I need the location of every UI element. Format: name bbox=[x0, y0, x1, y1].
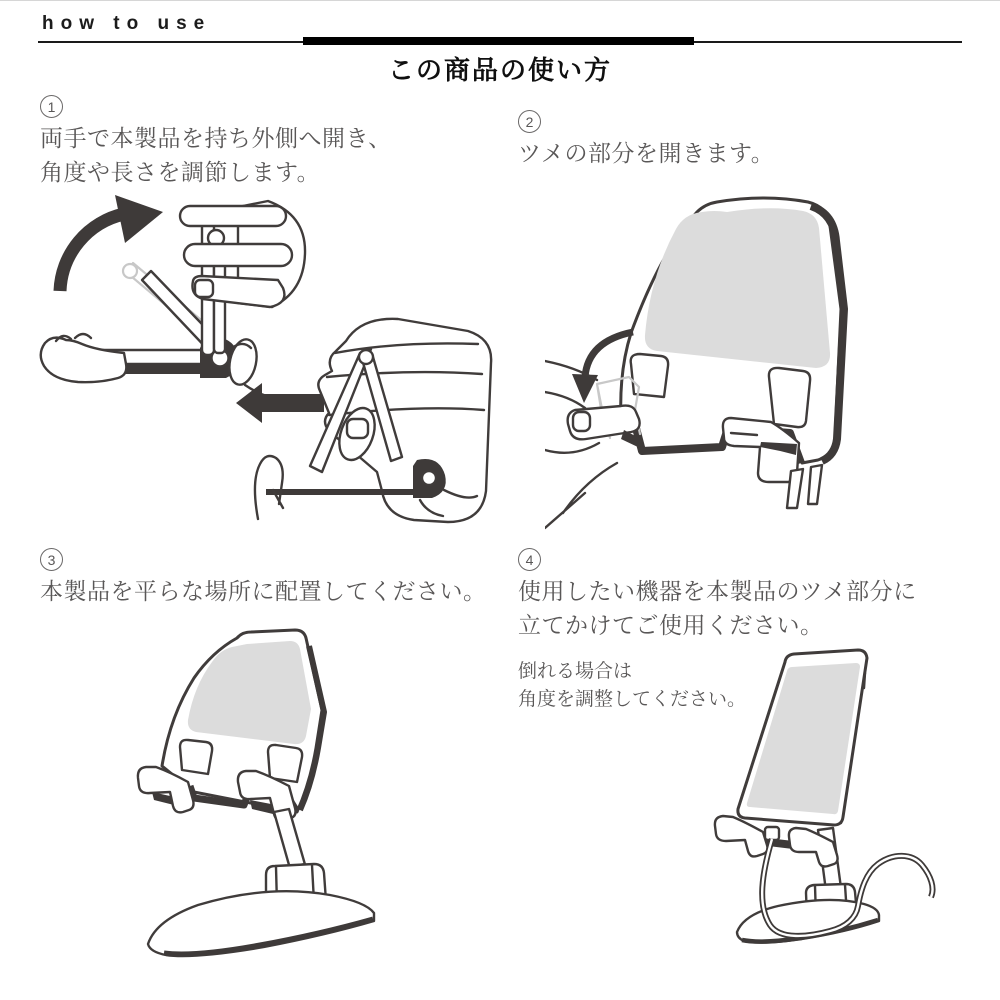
page-title: この商品の使い方 bbox=[387, 56, 612, 85]
step-4-number-badge bbox=[518, 548, 541, 571]
step-1 bbox=[40, 95, 392, 189]
smartphone bbox=[738, 650, 867, 825]
left-hand bbox=[41, 334, 127, 382]
step-3-number-badge bbox=[40, 548, 63, 571]
step-4-text-line-2: 立てかけてご使用ください。 bbox=[518, 612, 824, 638]
illustration-step2-opening-claw bbox=[545, 181, 985, 541]
step-2-text-line-1: ツメの部分を開きます。 bbox=[518, 140, 775, 166]
illustration-step4-phone-on-stand bbox=[650, 641, 1000, 1000]
right-hand bbox=[180, 201, 305, 307]
cable-connector bbox=[765, 827, 779, 840]
panel-gray-inset bbox=[188, 641, 311, 744]
step-1-number-badge bbox=[40, 95, 63, 118]
step-4-note-line-2: 角度を調整してください。 bbox=[518, 689, 747, 710]
step-1-text-line-1: 両手で本製品を持ち外側へ開き、 bbox=[40, 125, 392, 151]
stand-base bbox=[148, 891, 374, 956]
illustration-step1-hands-opening-stand bbox=[30, 191, 500, 536]
title-accent-bar bbox=[303, 37, 694, 45]
step-4-number: 4 bbox=[525, 551, 534, 568]
claw-left bbox=[715, 816, 768, 856]
step-3-text-line-1: 本製品を平らな場所に配置してください。 bbox=[40, 578, 487, 604]
step-4-note-line-1: 倒れる場合は bbox=[518, 661, 633, 682]
step-1-text-line-2: 角度や長さを調節します。 bbox=[40, 159, 321, 185]
panel-legs bbox=[787, 465, 822, 508]
stand-stem bbox=[274, 809, 306, 872]
panel-gray-inset bbox=[645, 208, 830, 368]
step-3 bbox=[40, 548, 487, 608]
folded-stand-in-hand bbox=[255, 319, 491, 522]
eyebrow-how-to-use: how to use bbox=[42, 13, 212, 34]
step-3-number: 3 bbox=[47, 551, 56, 568]
step-2 bbox=[518, 110, 774, 170]
step-2-number: 2 bbox=[525, 113, 534, 130]
step-2-number-badge bbox=[518, 110, 541, 133]
illustration-step3-stand-placed bbox=[90, 616, 470, 986]
step-1-number: 1 bbox=[47, 98, 56, 115]
step-4-text-line-1: 使用したい機器を本製品のツメ部分に bbox=[518, 578, 917, 604]
